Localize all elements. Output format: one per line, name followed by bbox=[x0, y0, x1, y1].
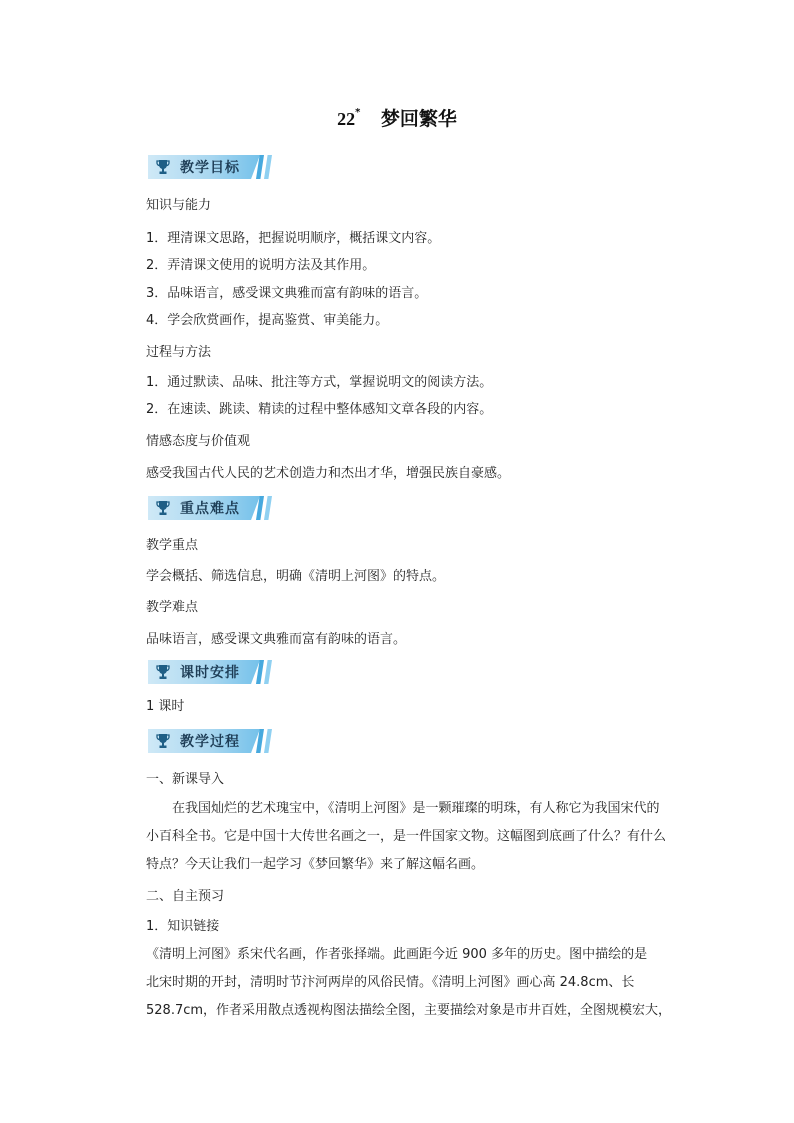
subheading-method: 过程与方法 bbox=[146, 345, 212, 360]
trophy-icon bbox=[156, 159, 170, 175]
paragraph-line: 在我国灿烂的艺术瑰宝中，《清明上河图》是一颗璀璨的明珠，有人称它为我国宋代的 bbox=[172, 801, 660, 816]
section-title: 教学目标 bbox=[180, 160, 240, 176]
paragraph-line: 小百科全书。它是中国十大传世名画之一，是一件国家文物。这幅图到底画了什么？有什么 bbox=[146, 829, 667, 844]
subheading-knowledge-link: 1．知识链接 bbox=[146, 919, 220, 934]
list-item: 3．品味语言，感受课文典雅而富有韵味的语言。 bbox=[146, 286, 428, 301]
list-item: 4．学会欣赏画作，提高鉴赏、审美能力。 bbox=[146, 313, 389, 328]
subheading-intro: 一、新课导入 bbox=[146, 772, 225, 787]
list-item: 2．弄清课文使用的说明方法及其作用。 bbox=[146, 258, 376, 273]
section-banner-schedule bbox=[148, 660, 274, 684]
subheading-emotion: 情感态度与价值观 bbox=[146, 434, 251, 449]
optional-mark: * bbox=[355, 106, 361, 118]
paragraph: 感受我国古代人民的艺术创造力和杰出才华，增强民族自豪感。 bbox=[146, 466, 511, 481]
list-item: 1．理清课文思路，把握说明顺序，概括课文内容。 bbox=[146, 231, 441, 246]
section-banner-goals bbox=[148, 155, 274, 179]
section-title: 重点难点 bbox=[180, 501, 240, 517]
paragraph-line: 北宋时期的开封，清明时节汴河两岸的风俗民情。《清明上河图》画心高 24.8cm、长 bbox=[146, 975, 635, 990]
trophy-icon bbox=[156, 733, 170, 749]
paragraph: 1 课时 bbox=[146, 699, 185, 714]
subheading-focus: 教学重点 bbox=[146, 538, 199, 553]
subheading-knowledge: 知识与能力 bbox=[146, 198, 212, 213]
paragraph-line: 特点？今天让我们一起学习《梦回繁华》来了解这幅名画。 bbox=[146, 857, 485, 872]
section-banner-process bbox=[148, 729, 274, 753]
subheading-preview: 二、自主预习 bbox=[146, 889, 225, 904]
trophy-icon bbox=[156, 500, 170, 516]
paragraph: 品味语言，感受课文典雅而富有韵味的语言。 bbox=[146, 632, 407, 647]
lesson-number: 22 bbox=[337, 109, 356, 129]
section-banner-keypoints bbox=[148, 496, 274, 520]
trophy-icon bbox=[156, 664, 170, 680]
subheading-difficulty: 教学难点 bbox=[146, 600, 199, 615]
paragraph-line: 《清明上河图》系宋代名画，作者张择端。此画距今近 900 多年的历史。图中描绘的是 bbox=[146, 947, 648, 962]
list-item: 2．在速读、跳读、精读的过程中整体感知文章各段的内容。 bbox=[146, 402, 493, 417]
section-title: 课时安排 bbox=[180, 665, 240, 681]
lesson-name: 梦回繁华 bbox=[380, 108, 457, 130]
paragraph-line: 528.7cm，作者采用散点透视构图法描绘全图，主要描绘对象是市井百姓，全图规模宏大， bbox=[146, 1003, 672, 1018]
paragraph: 学会概括、筛选信息，明确《清明上河图》的特点。 bbox=[146, 569, 446, 584]
lesson-title bbox=[0, 104, 794, 131]
list-item: 1．通过默读、品味、批注等方式，掌握说明文的阅读方法。 bbox=[146, 375, 493, 390]
section-title: 教学过程 bbox=[180, 734, 240, 750]
